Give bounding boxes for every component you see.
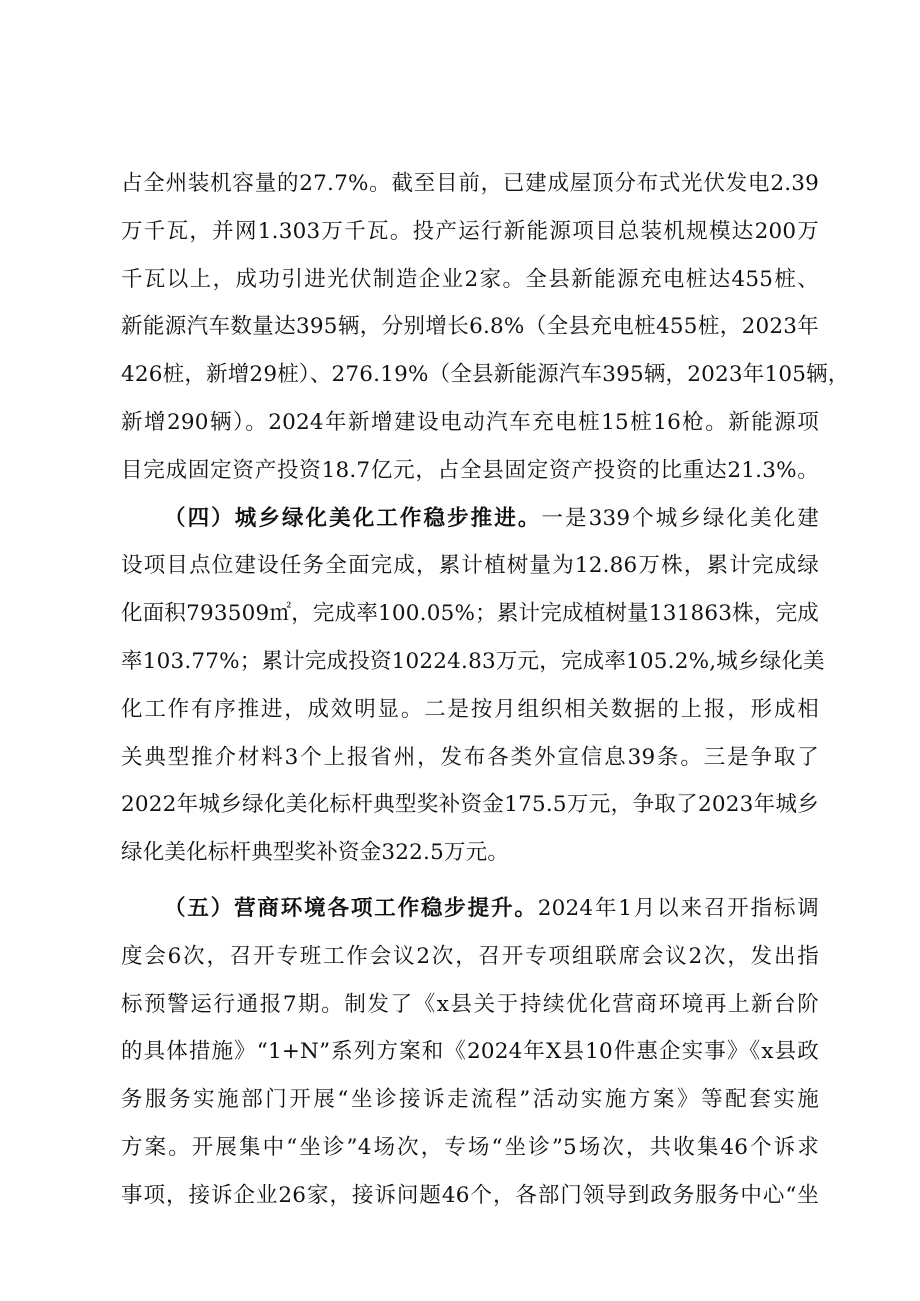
- text-line: 的具体措施》“1+N”系列方案和《2024年X县10件惠企实事》《x县政: [121, 1039, 819, 1065]
- text-line: [121, 885, 819, 933]
- text-line: 新增290辆）。2024年新增建设电动汽车充电桩15桩16枪。新能源项: [121, 409, 819, 435]
- text-line: 2022年城乡绿化美化标杆典型奖补资金175.5万元，争取了2023年城乡: [121, 792, 819, 818]
- section-heading: （四）城乡绿化美化工作稳步推进。: [164, 505, 542, 531]
- text-line: 关典型推介材料3个上报省州，发布各类外宣信息39条。三是争取了: [121, 744, 819, 770]
- document-page: [121, 160, 850, 1220]
- text-line: 万千瓦，并网1.303万千瓦。投产运行新能源项目总装机规模达200万: [121, 218, 819, 244]
- text-line: [121, 495, 819, 543]
- text-run: 2024年1月以来召开指标调: [537, 895, 820, 921]
- text-line: 设项目点位建设任务全面完成，累计植树量为12.86万株，累计完成绿: [121, 553, 819, 579]
- text-line: 千瓦以上，成功引进光伏制造企业2家。全县新能源充电桩达455桩、: [121, 266, 819, 292]
- paragraph-greening: [121, 495, 825, 877]
- paragraph-new-energy: [121, 160, 850, 495]
- text-run: 一是339个城乡绿化美化建: [541, 505, 819, 531]
- section-heading: （五）营商环境各项工作稳步提升。: [164, 895, 538, 921]
- text-line: 事项，接诉企业26家，接诉问题46个，各部门领导到政务服务中心“坐: [121, 1182, 819, 1208]
- text-line: 426桩，新增29桩）、276.19%（全县新能源汽车395辆，2023年105辆，: [121, 362, 850, 388]
- text-line: 化面积793509㎡，完成率100.05%；累计完成植树量131863株，完成: [121, 601, 819, 627]
- text-line: 标预警运行通报7期。制发了《x县关于持续优化营商环境再上新台阶: [121, 991, 819, 1017]
- text-line: 占全州装机容量的27.7%。截至目前，已建成屋顶分布式光伏发电2.39: [121, 171, 819, 196]
- text-line: 新能源汽车数量达395辆，分别增长6.8%（全县充电桩455桩，2023年: [121, 314, 819, 340]
- text-line: 绿化美化标杆典型奖补资金322.5万元。: [121, 840, 510, 866]
- paragraph-business-environment: [121, 885, 819, 1220]
- text-line: 方案。开展集中“坐诊”4场次，专场“坐诊”5场次，共收集46个诉求: [121, 1134, 819, 1160]
- paragraph-spacer: [121, 877, 819, 885]
- text-line: 度会6次，召开专班工作会议2次，召开专项组联席会议2次，发出指: [121, 943, 819, 969]
- text-line: 务服务实施部门开展“坐诊接诉走流程”活动实施方案》等配套实施: [121, 1087, 819, 1113]
- text-line: 目完成固定资产投资18.7亿元，占全县固定资产投资的比重达21.3%。: [121, 457, 819, 483]
- text-line: 化工作有序推进，成效明显。二是按月组织相关数据的上报，形成相: [121, 696, 819, 722]
- text-line: 率103.77%；累计完成投资10224.83万元，完成率105.2%,城乡绿化美: [121, 648, 825, 674]
